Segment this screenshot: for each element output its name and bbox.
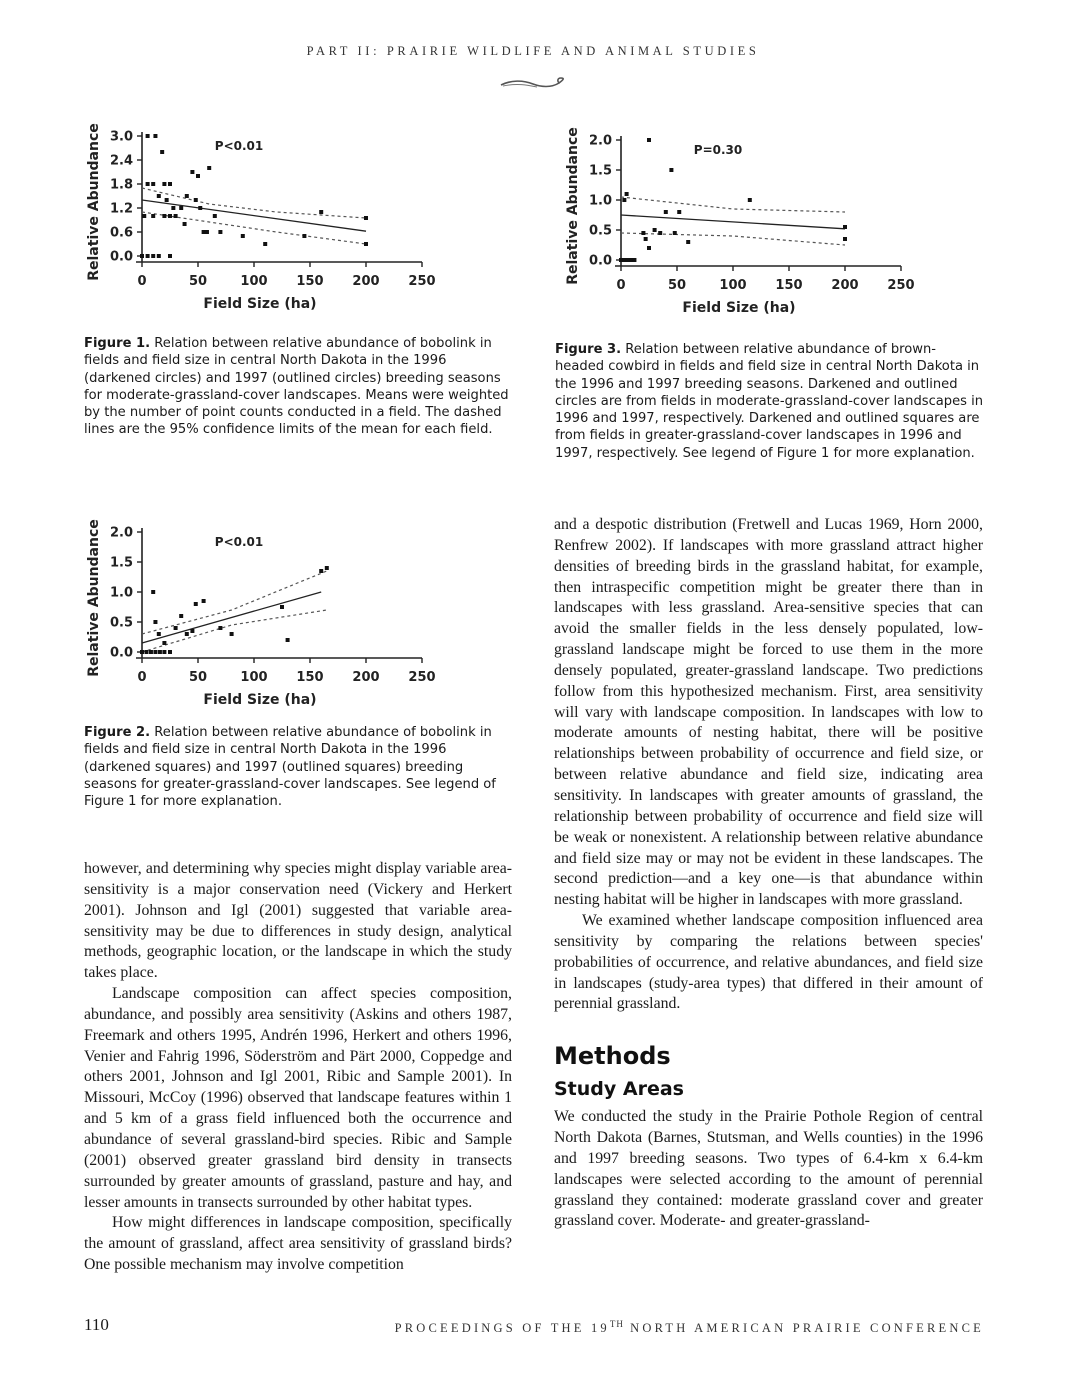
fig1-x-tick-label: 50 [188, 274, 208, 289]
fig3-y-tick-label: 0.0 [588, 253, 612, 269]
fig2-y-tick-label: 1.0 [109, 585, 133, 601]
fig2-y-tick-label: 2.0 [109, 525, 133, 541]
fig1-data-point [241, 234, 245, 238]
fig1-data-point [174, 214, 178, 218]
fig1-data-point [302, 234, 306, 238]
fig1-data-point [319, 210, 323, 214]
methods-heading: Methods [554, 1042, 671, 1071]
fig1-data-point [157, 194, 161, 198]
fig3-data-point [658, 231, 662, 235]
fig1-data-point [196, 174, 200, 178]
fig1-data-point [213, 214, 217, 218]
fig2-data-point [218, 626, 222, 630]
right-text-column [554, 515, 983, 1232]
running-foot [395, 1319, 984, 1336]
body-paragraph: We examined whether landscape composition influenced area sensitivity by comparing the relations between species' probabilities of occurrence, and relative abundances, and field size in landscapes (study-area types) that differed in their amount of perennial grassland. [554, 912, 983, 1013]
running-foot-superscript: TH [609, 1319, 624, 1329]
fig1-data-point [263, 242, 267, 246]
fig2-x-axis-label: Field Size (ha) [203, 692, 317, 708]
running-foot-text-end: NORTH AMERICAN PRAIRIE CONFERENCE [623, 1321, 984, 1336]
fig2-data-point [144, 650, 148, 654]
fig3-ci-lower-line [621, 233, 845, 245]
fig1-data-point [190, 170, 194, 174]
fig3-x-axis-label: Field Size (ha) [682, 300, 796, 316]
fig1-x-tick-label: 0 [137, 274, 147, 289]
fig3-data-point [653, 228, 657, 232]
fig1-data-point [207, 166, 211, 170]
fig2-y-axis-label: Relative Abundance [86, 519, 102, 677]
fig1-data-point [205, 230, 209, 234]
fig3-y-tick-label: 1.5 [588, 163, 612, 179]
body-paragraph: We conducted the study in the Prairie Pothole Region of central North Dakota (Barnes, Stutsman, and Wells counties) in the 1996 and 1997 breeding seasons. Two types of 6.4-km x 6.4-km landscapes were selected according to the amount of perennial grassland they contained: moderate grassland cover and greater grassland cover. Moderate- and greater-grassland- [554, 1108, 983, 1230]
fig3-y-tick-label: 2.0 [588, 133, 612, 149]
fig2-data-point [280, 605, 284, 609]
fig1-data-point [171, 206, 175, 210]
fig3-regression-line [621, 215, 845, 229]
fig1-data-point [140, 254, 144, 258]
fig1-data-point [168, 214, 172, 218]
fig3-data-point [632, 258, 636, 262]
fig2-data-point [319, 569, 323, 573]
fig3-data-point [748, 198, 752, 202]
fig2-data-point [168, 650, 172, 654]
fig2-x-tick-label: 0 [137, 670, 147, 685]
fig3-y-tick-label: 0.5 [588, 223, 612, 239]
fig3-x-tick-label: 200 [831, 278, 859, 293]
fig3-x-tick-label: 250 [887, 278, 915, 293]
fig1-data-point [151, 182, 155, 186]
fig1-x-tick-label: 100 [240, 274, 268, 289]
fig3-data-point [669, 168, 673, 172]
fig3-x-tick-label: 50 [667, 278, 687, 293]
fig1-y-axis-label: Relative Abundance [86, 123, 102, 281]
fig2-data-point [149, 650, 153, 654]
fig2-data-point [202, 599, 206, 603]
fig1-data-point [146, 134, 150, 138]
fig1-x-tick-label: 250 [408, 274, 436, 289]
fig2-data-point [185, 632, 189, 636]
figure-1-caption-label: Figure 1. [84, 336, 151, 351]
fig2-data-point [230, 632, 234, 636]
fig3-data-point [677, 210, 681, 214]
fig1-data-point [142, 214, 146, 218]
fig1-data-point [183, 222, 187, 226]
fig1-y-tick-label: 0.6 [109, 225, 133, 241]
fig3-data-point [664, 210, 668, 214]
figure-3-caption [555, 341, 985, 462]
fig3-data-point [843, 225, 847, 229]
fig1-x-tick-label: 200 [352, 274, 380, 289]
figure-2-chart [84, 512, 444, 718]
body-paragraph: Landscape composition can affect species composition, abundance, and possibly area sensitivity (Askins and others 1987, Freemark and others 1995, Andrén 1996, Herkert and others 1996, Venier and Fahrig 1996, Söderström and Pärt 2000, Coppedge and others 2001, Johnson and Igl 2001, Ribic and Sample 2001). In Missouri, McCoy (1996) observed that landscape features within 1 and 5 km of a grass field influenced both the occurrence and abundance of several grassland-bird species. Ribic and Sample (2001) observed greater grassland bird density in transects surrounded by greater amounts of grassland, pasture and hay, and lesser amounts in transects surrounded by other habitat types. [84, 985, 512, 1211]
fig3-ci-upper-line [621, 197, 845, 212]
fig2-data-point [153, 650, 157, 654]
fig2-data-point [162, 641, 166, 645]
fig1-data-point [179, 206, 183, 210]
fig2-data-point [286, 638, 290, 642]
fig2-y-tick-label: 0.5 [109, 615, 133, 631]
fig2-data-point [179, 614, 183, 618]
fig2-x-tick-label: 150 [296, 670, 324, 685]
fig2-p-value-annotation: P<0.01 [214, 535, 264, 549]
fig2-data-point [158, 650, 162, 654]
fig1-data-point [364, 216, 368, 220]
fig3-data-point [673, 231, 677, 235]
fig2-data-point [153, 620, 157, 624]
ornament-flourish-icon [497, 74, 569, 92]
figure-2-caption [84, 724, 514, 810]
fig2-data-point [194, 602, 198, 606]
fig3-data-point [686, 240, 690, 244]
fig1-data-point [146, 254, 150, 258]
figure-2-caption-label: Figure 2. [84, 725, 151, 740]
left-text-column [84, 859, 512, 1276]
fig1-data-point [198, 206, 202, 210]
figure-1-caption [84, 335, 514, 439]
fig1-data-point [153, 134, 157, 138]
fig1-data-point [168, 254, 172, 258]
fig2-data-point [140, 650, 144, 654]
fig1-data-point [162, 182, 166, 186]
fig1-y-tick-label: 2.4 [109, 153, 133, 169]
body-paragraph: however, and determining why species might display variable area-sensitivity is a major conservation need (Vickery and Herkert 2001). Johnson and Igl (2001) suggested that variable area-sensitivity may be due to differences in study design, analytical methods, geographic location, or the landscape in which the study takes place. [84, 860, 512, 982]
fig1-data-point [364, 242, 368, 246]
fig3-y-tick-label: 1.0 [588, 193, 612, 209]
fig2-data-point [325, 566, 329, 570]
fig2-data-point [190, 629, 194, 633]
study-areas-heading: Study Areas [554, 1078, 684, 1101]
fig1-x-tick-label: 150 [296, 274, 324, 289]
figure-1-caption-text: Relation between relative abundance of bobolink in fields and field size in central North Dakota in the 1996 (darkened circles) and 1997 (outlined circles) breeding seasons for moderate-grassland-cover landscapes. Means were weighted by the number of point counts conducted in a field. The dashed lines are the 95% confidence limits of the mean for each field. [84, 336, 509, 438]
fig1-data-point [146, 182, 150, 186]
fig1-data-point [168, 182, 172, 186]
fig1-data-point [165, 198, 169, 202]
fig3-data-point [843, 237, 847, 241]
fig2-x-tick-label: 50 [188, 670, 208, 685]
fig3-data-point [641, 231, 645, 235]
page-number: 110 [84, 1315, 109, 1334]
figure-3-caption-label: Figure 3. [555, 342, 622, 357]
fig2-data-point [174, 626, 178, 630]
fig3-data-point [647, 246, 651, 250]
fig1-data-point [160, 150, 164, 154]
fig1-data-point [185, 194, 189, 198]
figure-3-caption-text: Relation between relative abundance of brown-headed cowbird in fields and field size in central North Dakota in the 1996 and 1997 breeding seasons. Darkened and outlined circles are from fields in moderate-grassland-cover landscapes in 1996 and 1997, respectively. Darkened and outlined squares are from fields in greater-grassland-cover landscapes in 1996 and 1997, respectively. See legend of Figure 1 for more explanation. [555, 342, 984, 461]
fig3-data-point [644, 237, 648, 241]
fig1-data-point [162, 214, 166, 218]
fig1-ci-upper-line [142, 188, 366, 218]
fig1-y-tick-label: 1.8 [109, 177, 133, 193]
fig1-data-point [151, 254, 155, 258]
fig3-p-value-annotation: P=0.30 [693, 143, 743, 157]
fig3-x-tick-label: 0 [616, 278, 626, 293]
fig1-y-tick-label: 0.0 [109, 249, 133, 265]
fig1-data-point [218, 230, 222, 234]
fig3-y-axis-label: Relative Abundance [565, 127, 581, 285]
fig1-y-tick-label: 3.0 [109, 129, 133, 145]
figure-2-caption-text: Relation between relative abundance of bobolink in fields and field size in central North Dakota in the 1996 (darkened squares) and 1997 (outlined squares) breeding seasons for greater-grassland-cover landscapes. See legend of Figure 1 for more explanation. [84, 725, 496, 810]
running-head: PART II: PRAIRIE WILDLIFE AND ANIMAL STUDIES [306, 44, 760, 58]
fig1-data-point [151, 214, 155, 218]
fig2-y-tick-label: 0.0 [109, 645, 133, 661]
fig3-x-tick-label: 100 [719, 278, 747, 293]
fig2-y-tick-label: 1.5 [109, 555, 133, 571]
body-paragraph: How might differences in landscape composition, specifically the amount of grassland, affect area sensitivity of grassland birds? One possible mechanism may involve competition [84, 1214, 512, 1274]
fig3-data-point [647, 138, 651, 142]
figure-3-chart [563, 120, 943, 326]
fig2-data-point [157, 632, 161, 636]
fig3-data-point [622, 198, 626, 202]
fig3-x-tick-label: 150 [775, 278, 803, 293]
fig1-data-point [194, 198, 198, 202]
fig2-data-point [151, 590, 155, 594]
fig1-y-tick-label: 1.2 [109, 201, 133, 217]
running-foot-text: PROCEEDINGS OF THE 19 [394, 1321, 610, 1336]
fig1-x-axis-label: Field Size (ha) [203, 296, 317, 312]
body-paragraph: and a despotic distribution (Fretwell and Lucas 1969, Horn 2000, Renfrew 2002). If landscapes with more grassland attract higher densities of breeding birds in the grassland habitat, for example, then intraspecific competition might be greater there than in landscapes with less grassland. Area-sensitive species that can avoid the smaller fields in the less densely populated, low-grassland landscape might be forced to use them in the more densely populated, greater-grassland landscape. Two predictions follow from this hypothesized mechanism. First, area sensitivity will vary with landscape composition. In landscapes with low to moderate amounts of nesting habitat, there will be positive relationships between probability of occurrence and field size, or between relative abundance and field size, indicating area sensitivity. In landscapes with greater amounts of grassland, the relationship between probability of occurrence and field size will be weak or nonexistent. A relationship between relative abundance and field size may or may not be evident in these landscapes. The second prediction—and a key one—is that abundance within nesting habitat will be higher in landscapes with more grassland. [554, 516, 983, 909]
fig2-x-tick-label: 200 [352, 670, 380, 685]
figure-1-chart [84, 116, 444, 322]
fig2-x-tick-label: 250 [408, 670, 436, 685]
fig1-p-value-annotation: P<0.01 [214, 139, 264, 153]
fig3-data-point [625, 192, 629, 196]
fig2-x-tick-label: 100 [240, 670, 268, 685]
fig2-data-point [162, 650, 166, 654]
fig1-data-point [157, 254, 161, 258]
